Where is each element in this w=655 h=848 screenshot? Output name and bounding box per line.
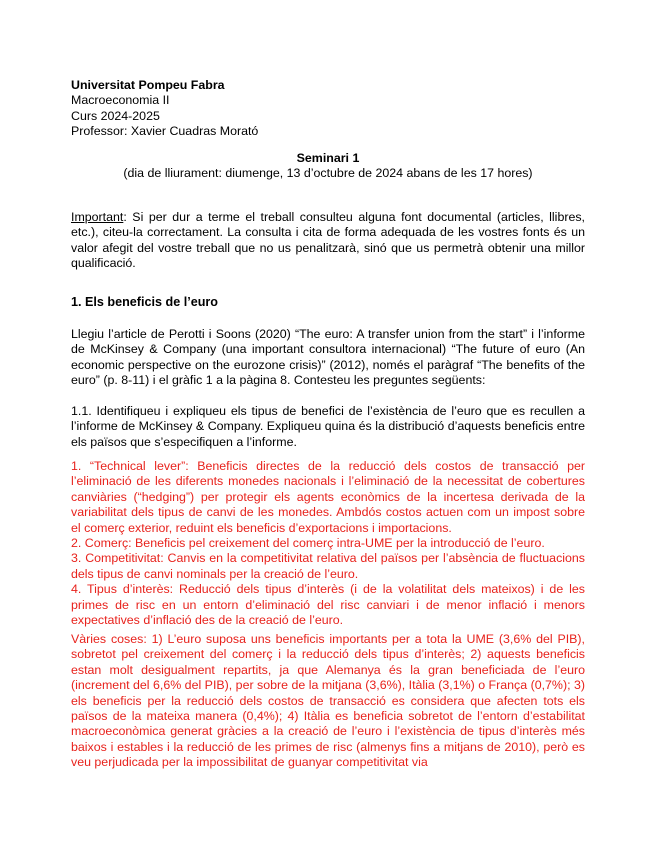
answer-benefits-list [71,459,585,628]
university-name: Universitat Pompeu Fabra [71,78,225,92]
section-heading: 1. Els beneficis de l’euro [71,295,218,309]
important-text: : Si per dur a terme el treball consulteu alguna font documental (articles, llibres, etc.), citeu-la correctament. La consulta i cita de forma adequada de les vostres fonts és un valor afegit del vostre treball que no us penalitzarà, sinó que us permetrà obtenir una millor qualificació. [71,210,585,271]
course-name: Macroeconomia II [71,93,170,108]
answer-item-interest-rates: 4. Tipus d’interès: Reducció dels tipus d’interès (i de la volatilitat dels mateixos) i de les primes de risc en un entorn d’eliminació del risc canviari i de menor inflació i menors expectatives d’inflació des de la creació de l’euro. [71,582,585,628]
answer-item-competitiveness: 3. Competitivitat: Canvis en la competitivitat relativa del països per l’absència de fluctuacions dels tipus de canvi nominals per la creació de l’euro. [71,551,585,581]
professor-name: Professor: Xavier Cuadras Morató [71,124,259,139]
important-notice [71,210,585,272]
question-1-1: 1.1. Identifiqueu i expliqueu els tipus de benefici de l’existència de l’euro que es recullen a l’informe de McKinsey & Company. Expliqueu quina és la distribució d’aquests beneficis entre els països que s’especifiquen a l’informe. [71,404,585,449]
seminar-header [71,151,585,182]
seminar-title: Seminari 1 [296,151,360,165]
seminar-deadline: (dia de lliurament: diumenge, 13 d’octubre de 2024 abans de les 17 hores) [123,166,533,181]
important-label: Important [71,210,124,224]
course-year: Curs 2024-2025 [71,108,160,123]
answer-item-technical-lever: 1. “Technical lever”: Beneficis directes de la reducció dels costos de transacció per l’eliminació de les diferents monedes nacionals i l’eliminació de la necessitat de cobertures canviàries (“hedging”) per protegir els agents econòmics de la incertesa derivada de la variabilitat dels tipus de canvi de les monedes. Ambdós costos actuen com un impost sobre el comerç exterior, reduint els beneficis d’exportacions i importacions. [71,459,585,535]
answer-distribution: Vàries coses: 1) L’euro suposa uns beneficis importants per a tota la UME (3,6% del PIB), sobretot pel creixement del comerç i la reducció dels tipus d’interès; 2) aquests beneficis estan molt desigualment repartits, ja que Alemanya és la gran beneficiada de l’euro (increment del 6,6% del PIB), per sobre de la mitjana (3,6%), Itàlia (3,1%) o França (0,7%); 3) els beneficis per la reducció dels costos de transacció es considera que afecten tots els països de la mateixa manera (0,4%); 4) Itàlia es beneficia sobretot de l’entorn d’estabilitat macroeconòmica generat gràcies a la creació de l’euro i l’existència de tipus d’interès més baixos i estables i la reducció de les primes de risc (almenys fins a mitjans de 2010), però es veu perjudicada per la impossibilitat de guanyar competitivitat via [71,632,585,770]
section-intro: Llegiu l’article de Perotti i Soons (2020) “The euro: A transfer union from the start” i l’informe de McKinsey & Company (una important consultora internacional) “The future of euro (An economic perspective on the eurozone crisis)” (2012), només el paràgraf “The benefits of the euro” (p. 8-11) i el gràfic 1 a la pàgina 8. Contesteu les preguntes següents: [71,327,585,388]
answer-item-trade: 2. Comerç: Beneficis pel creixement del comerç intra-UME per la introducció de l’euro. [71,536,545,551]
course-header [71,78,585,140]
